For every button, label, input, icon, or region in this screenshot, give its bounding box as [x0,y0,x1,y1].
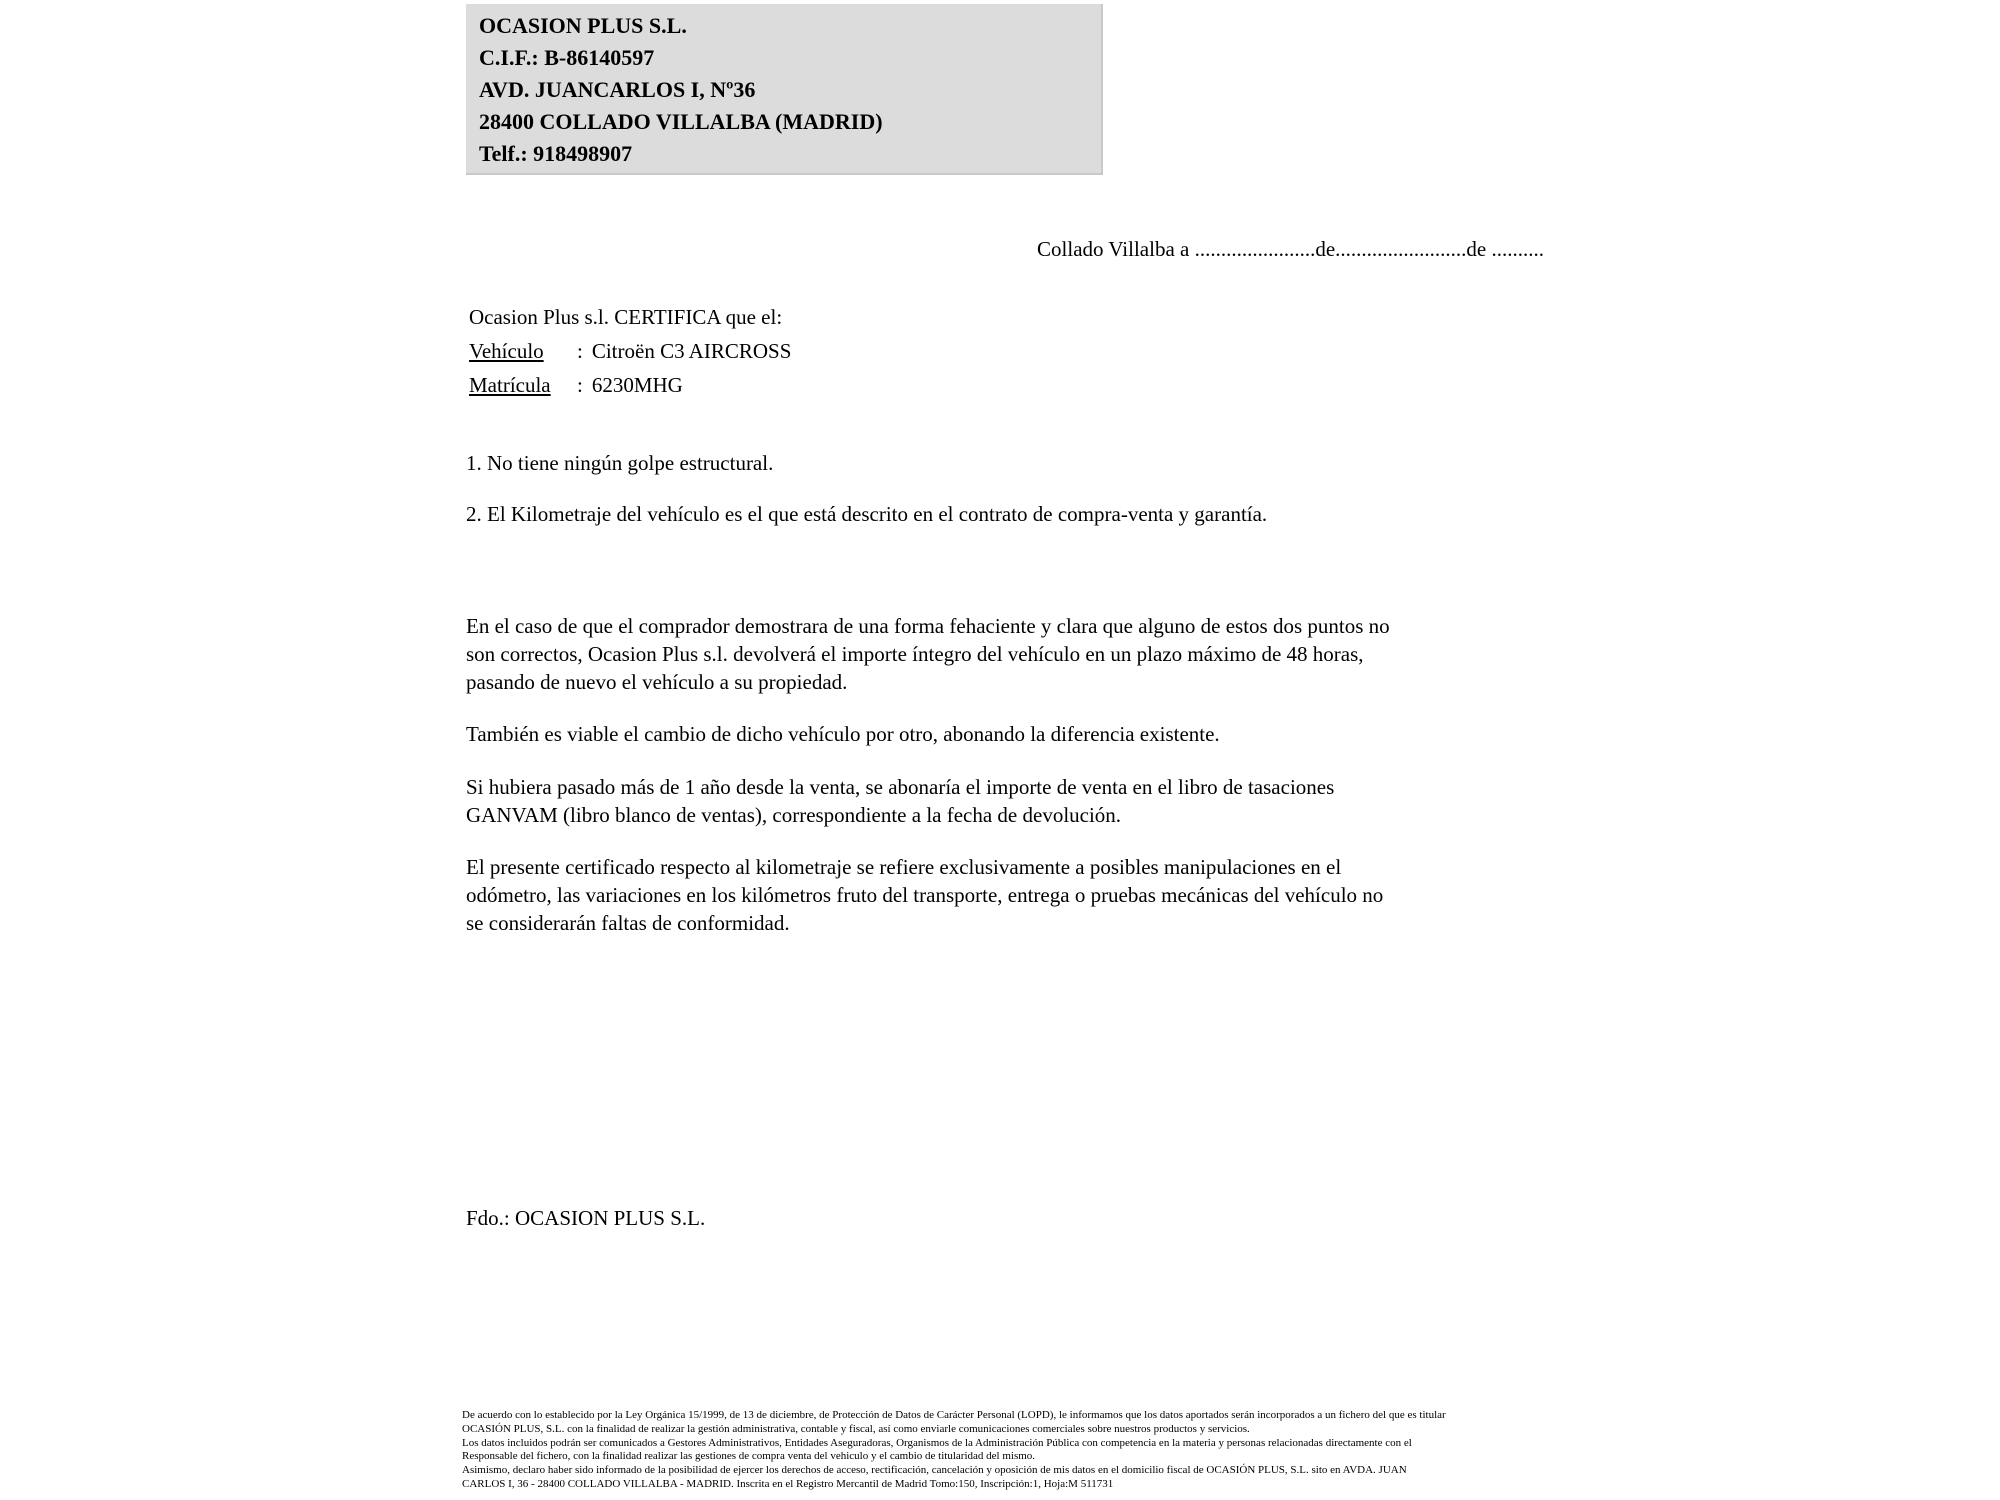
paragraph-exchange [466,720,1561,748]
paragraph-line: GANVAM (libro blanco de ventas), correspondiente a la fecha de devolución. [466,803,1122,827]
paragraph-line: se considerarán faltas de conformidad. [466,911,790,935]
footer-line: De acuerdo con lo establecido por la Ley Orgánica 15/1999, de 13 de diciembre, de Protección de Datos de Carácter Personal (LOPD), le informamos que los datos aportados serán incorporados a un fichero del que es titular [462,1409,1446,1421]
certification-block [469,300,791,402]
company-phone: Telf.: 918498907 [479,141,633,166]
plate-label: Matrícula [469,373,551,397]
footer-line: Asimismo, declaro haber sido informado de la posibilidad de ejercer los derechos de acceso, rectificación, cancelación y oposición de mis datos en el domicilio fiscal de OCASIÓN PLUS, S.L. sito en AVDA. JUAN [462,1464,1407,1477]
company-header-box [466,4,1103,175]
company-postal-city: 28400 COLLADO VILLALBA (MADRID) [479,109,883,134]
paragraph-line: También es viable el cambio de dicho vehículo por otro, abonando la diferencia existente. [466,722,1220,746]
paragraph-line: odómetro, las variaciones en los kilómetros fruto del transporte, entrega o pruebas mecánicas del vehículo no [466,883,1384,907]
company-name: OCASION PLUS S.L. [479,13,687,38]
paragraph-line: En el caso de que el comprador demostrara de una forma fehaciente y clara que alguno de estos dos puntos no [466,614,1390,638]
paragraph-line: pasando de nuevo el vehículo a su propiedad. [466,670,848,694]
condition-point-2: 2. El Kilometraje del vehículo es el que está descrito en el contrato de compra-venta y garantía. [466,502,1268,526]
vehicle-field [469,334,791,368]
vehicle-value: Citroën C3 AIRCROSS [591,339,792,363]
plate-field [469,368,791,402]
paragraph-ganvam [466,773,1561,829]
company-cif: C.I.F.: B-86140597 [479,45,655,70]
condition-point-1: 1. No tiene ningún golpe estructural. [466,451,774,475]
paragraph-odometer [466,853,1561,937]
plate-value: 6230MHG [591,373,683,397]
plate-separator: : [577,373,583,397]
paragraph-refund [466,612,1561,696]
date-line: Collado Villalba a .......................de.........................de .......... [1037,237,1544,261]
paragraph-line: El presente certificado respecto al kilometraje se refiere exclusivamente a posibles manipulaciones en el [466,855,1342,879]
paragraph-line: son correctos, Ocasion Plus s.l. devolverá el importe íntegro del vehículo en un plazo máximo de 48 horas, [466,642,1364,666]
vehicle-separator: : [577,339,583,363]
footer-line: Responsable del fichero, con la finalidad realizar las gestiones de compra venta del vehiculo y el cambio de titularidad del mismo. [462,1450,1036,1463]
legal-footer [462,1409,1557,1492]
footer-line: CARLOS I, 36 - 28400 COLLADO VILLALBA - MADRID. Inscrita en el Registro Mercantil de Madrid Tomo:150, Inscripción:1, Hoja:M 511731 [462,1477,1114,1490]
certifica-intro: Ocasion Plus s.l. CERTIFICA que el: [469,305,783,329]
vehicle-label: Vehículo [469,339,544,363]
paragraph-line: Si hubiera pasado más de 1 año desde la venta, se abonaría el importe de venta en el libro de tasaciones [466,775,1335,799]
footer-line: OCASIÓN PLUS, S.L. con la finalidad de realizar la gestión administrativa, contable y fiscal, así como enviarle comunicaciones comerciales sobre nuestros productos y servicios. [462,1422,1250,1435]
footer-line: Los datos incluidos podrán ser comunicados a Gestores Administrativos, Entidades Aseguradoras, Organismos de la Administración Pública con competencia en la materia y personas relacionadas directamente con el [462,1436,1412,1449]
signature-line: Fdo.: OCASION PLUS S.L. [466,1206,706,1230]
company-address: AVD. JUANCARLOS I, Nº36 [479,77,756,102]
